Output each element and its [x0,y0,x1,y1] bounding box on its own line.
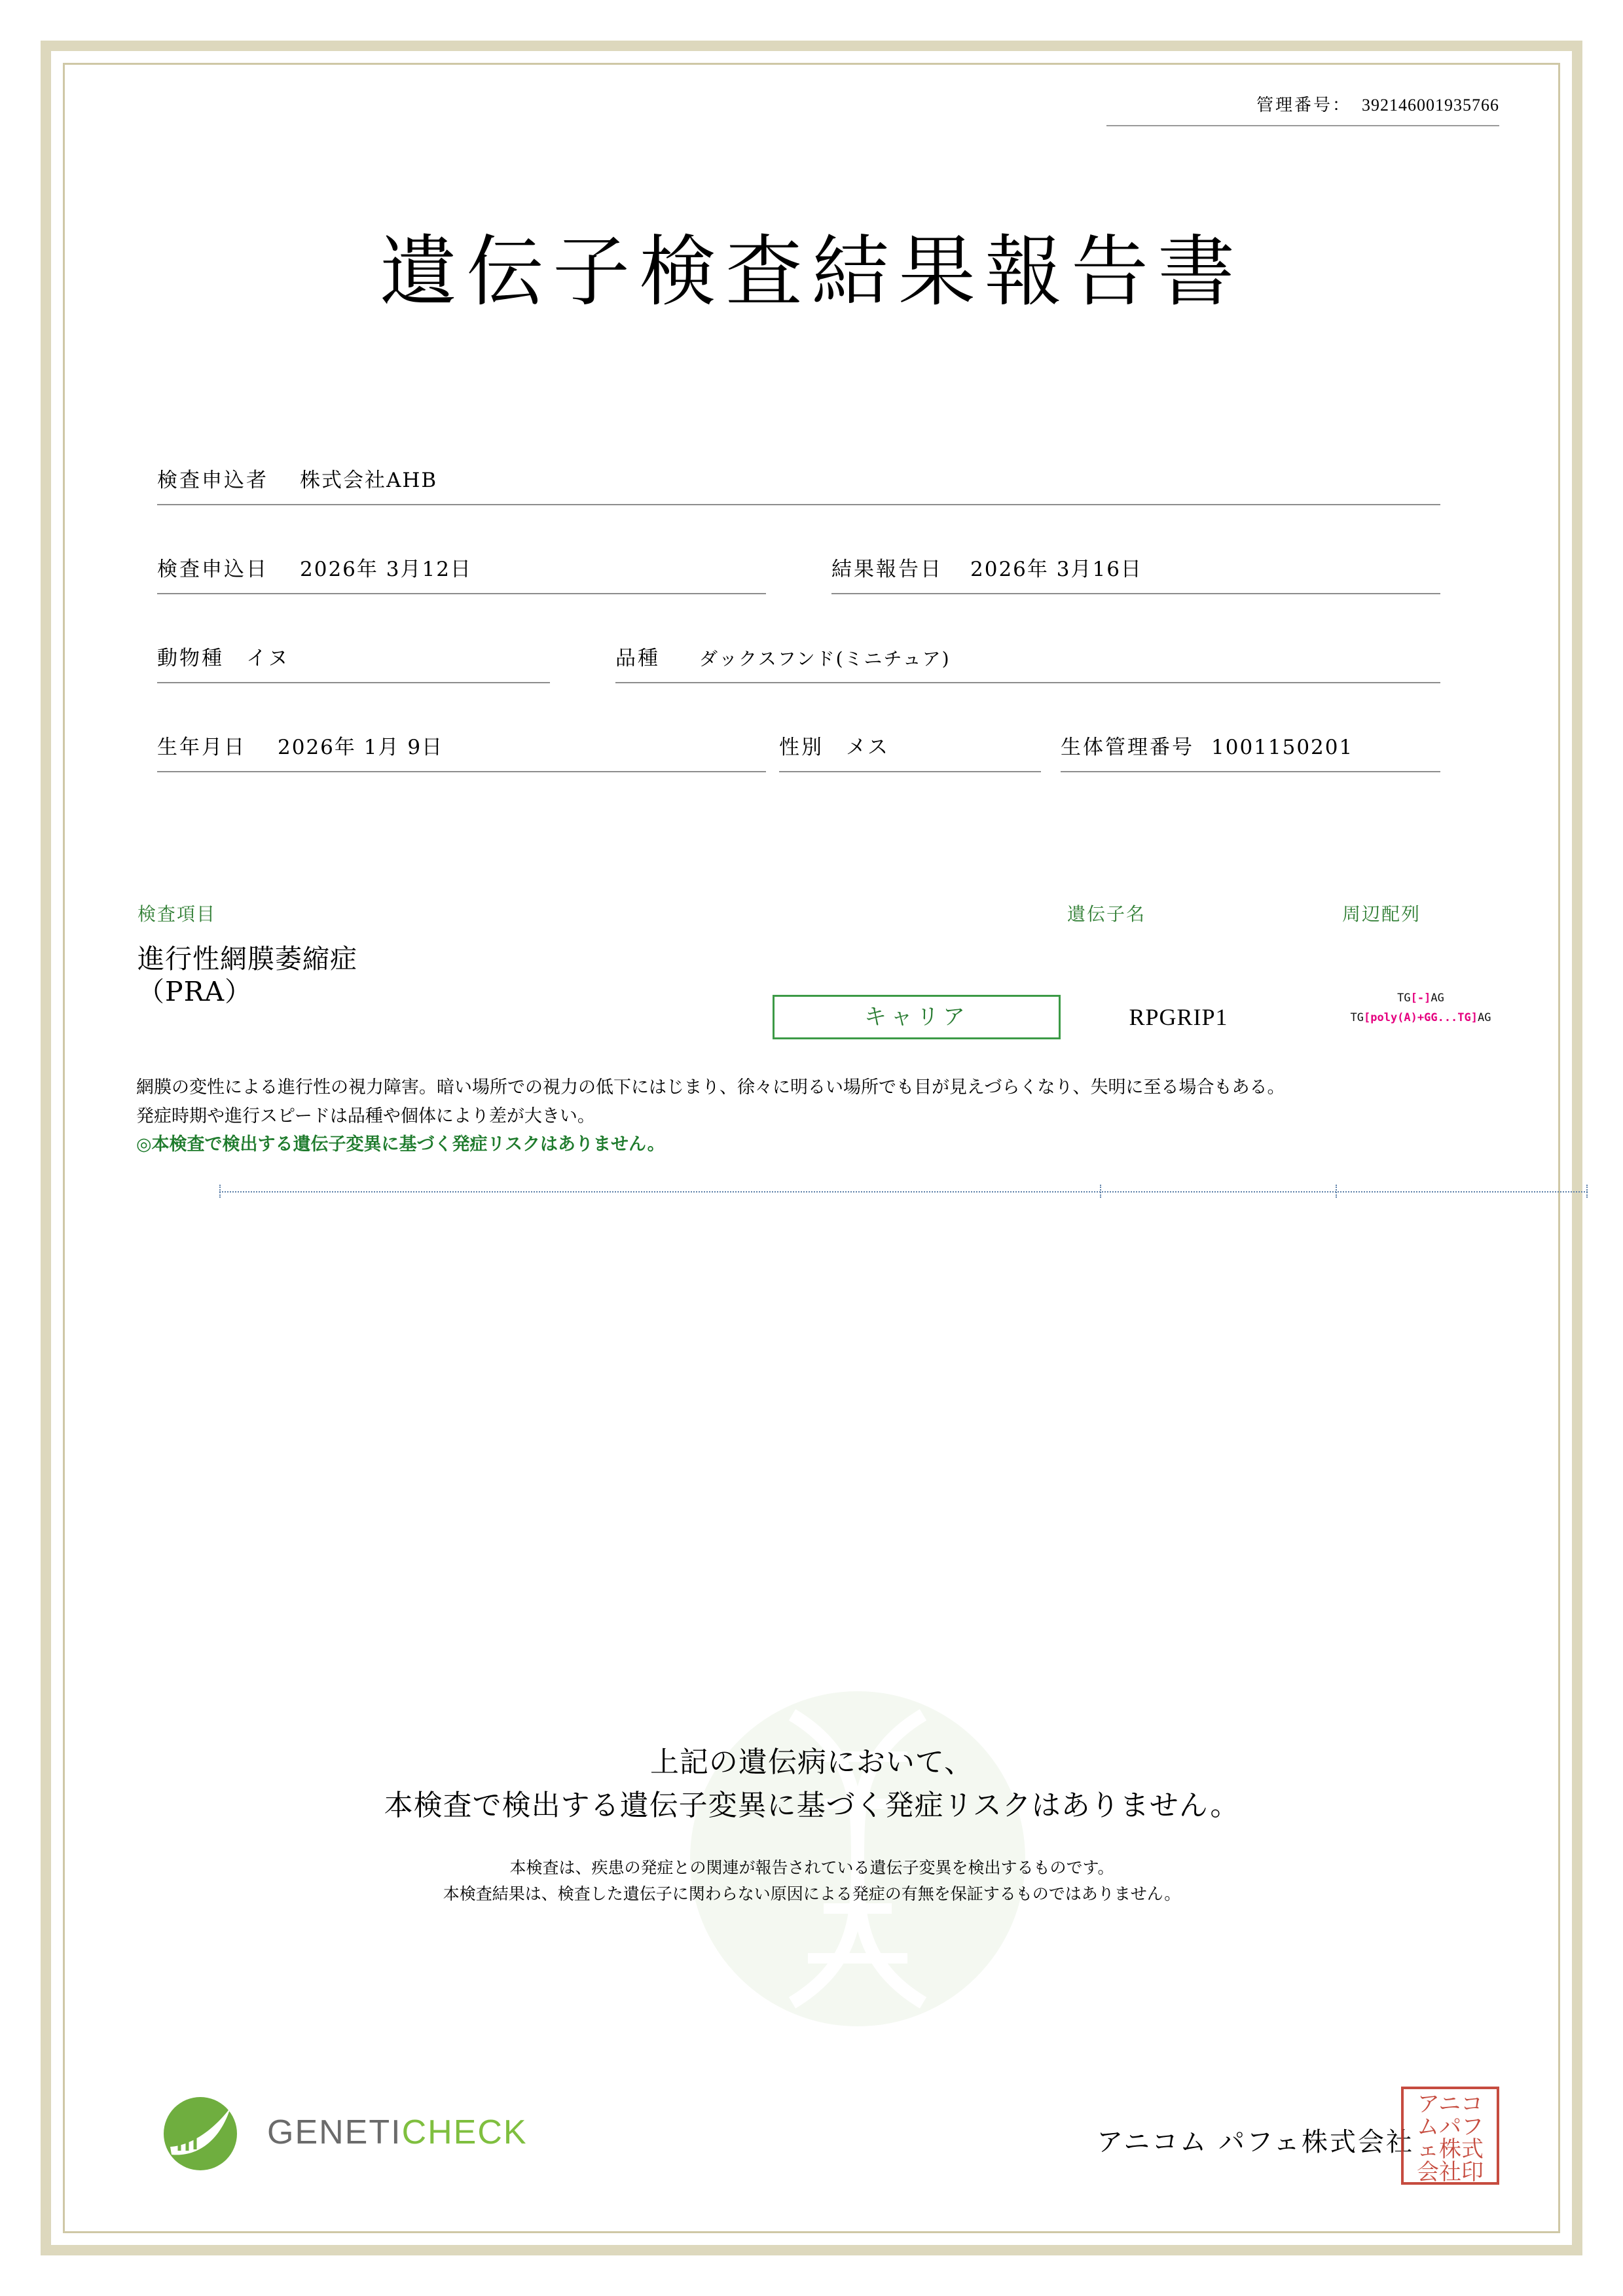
animal-id-value: 1001150201 [1211,736,1354,759]
birth-value: 2026年 1月 9日 [278,736,444,759]
summary-note [98,1855,1525,1907]
summary-block [98,1741,1525,1907]
breed-value: ダックスフンド(ミニチュア) [699,648,951,670]
summary-line-1: 上記の遺伝病において、 [649,1746,974,1779]
control-number-label: 管理番号： [1256,96,1351,115]
field-applicant [157,463,1440,505]
description-line-3: ◎本検査で検出する遺伝子変異に基づく発症リスクはありません。 [136,1134,665,1155]
leaf-logo-icon [157,2094,255,2173]
test-column-headers [98,900,1525,926]
report-date-value: 2026年 3月16日 [970,558,1142,581]
gene-name: RPGRIP1 [1129,1004,1228,1030]
apply-date-label: 検査申込日 [157,558,268,581]
section-divider [219,1191,1588,1193]
sequence-bottom-mark: [poly(A)+GG...TG] [1364,1011,1478,1024]
disease-name-line2: （PRA） [137,976,253,1008]
summary-line-2: 本検査で検出する遺伝子変異に基づく発症リスクはありません。 [384,1789,1240,1822]
breed-label: 品種 [615,647,660,670]
document-content [98,79,1525,2219]
company-seal-text: アニコムパフェ株式会社印 [1417,2091,1484,2186]
page-title: 遺伝子検査結果報告書 [379,226,1244,317]
sequence-top-suffix: AG [1431,992,1444,1005]
sequence-bottom-prefix: TG [1350,1011,1364,1024]
summary-note-2: 本検査結果は、検査した遺伝子に関わらない原因による発症の有無を保証するものではありません。 [443,1884,1181,1903]
species-value: イヌ [246,647,289,670]
applicant-label: 検査申込者 [157,469,268,492]
company-seal [1401,2087,1499,2185]
species-label: 動物種 [157,647,224,670]
sequence-top-prefix: TG [1397,992,1411,1005]
summary-note-1: 本検査は、疾患の発症との関連が報告されている遺伝子変異を検出するものです。 [509,1858,1114,1877]
logo-wordmark-part2: CHECK [401,2113,528,2151]
disease-description [136,1073,1491,1159]
sequence-block [1316,988,1525,1028]
description-line-1: 網膜の変性による進行性の視力障害。暗い場所での視力の低下にはじまり、徐々に明るい場所でも目が見えづらくなり、失明に至る場合もある。 [136,1077,1285,1098]
column-header-sequence: 周辺配列 [1342,903,1421,925]
disease-name-line1: 進行性網膜萎縮症 [137,943,357,975]
applicant-info-block [157,445,1467,801]
geneticheck-logo [157,2094,615,2173]
report-date-label: 結果報告日 [831,558,943,581]
field-row-species [157,623,1467,683]
column-header-item: 検査項目 [137,903,217,925]
divider-tick-right [1336,1185,1337,1198]
field-apply-date [157,552,766,594]
field-row-dates [157,534,1467,594]
divider-tick-end [1586,1185,1588,1198]
sex-label: 性別 [779,736,824,759]
control-number-value: 392146001935766 [1362,96,1499,115]
field-birth [157,730,766,772]
field-row-birth [157,712,1467,772]
divider-tick-left [219,1185,221,1198]
field-animal-id [1061,730,1440,772]
sequence-bottom-suffix: AG [1478,1011,1491,1024]
description-line-2: 発症時期や進行スピードは品種や個体により差が大きい。 [136,1105,595,1126]
column-header-gene: 遺伝子名 [1067,903,1146,925]
field-breed [615,641,1440,683]
animal-id-label: 生体管理番号 [1061,736,1194,759]
birth-label: 生年月日 [157,736,246,759]
sequence-line-top [1316,988,1525,1008]
apply-date-value: 2026年 3月12日 [300,558,472,581]
sex-value: メス [846,736,889,759]
sequence-line-bottom [1316,1008,1525,1028]
result-status-badge: キャリア [773,995,1061,1039]
field-row-applicant [157,445,1467,505]
disease-name [137,942,357,1008]
field-species [157,641,550,683]
control-number [1106,92,1499,126]
field-sex [779,730,1041,772]
divider-tick-mid [1100,1185,1101,1198]
applicant-value: 株式会社AHB [300,469,438,492]
field-report-date [831,552,1440,594]
logo-wordmark-part1: GENETI [267,2113,402,2151]
logo-wordmark [267,2113,528,2152]
sequence-top-mark: [-] [1410,992,1431,1005]
company-name: アニコム パフェ株式会社 [1097,2127,1414,2157]
